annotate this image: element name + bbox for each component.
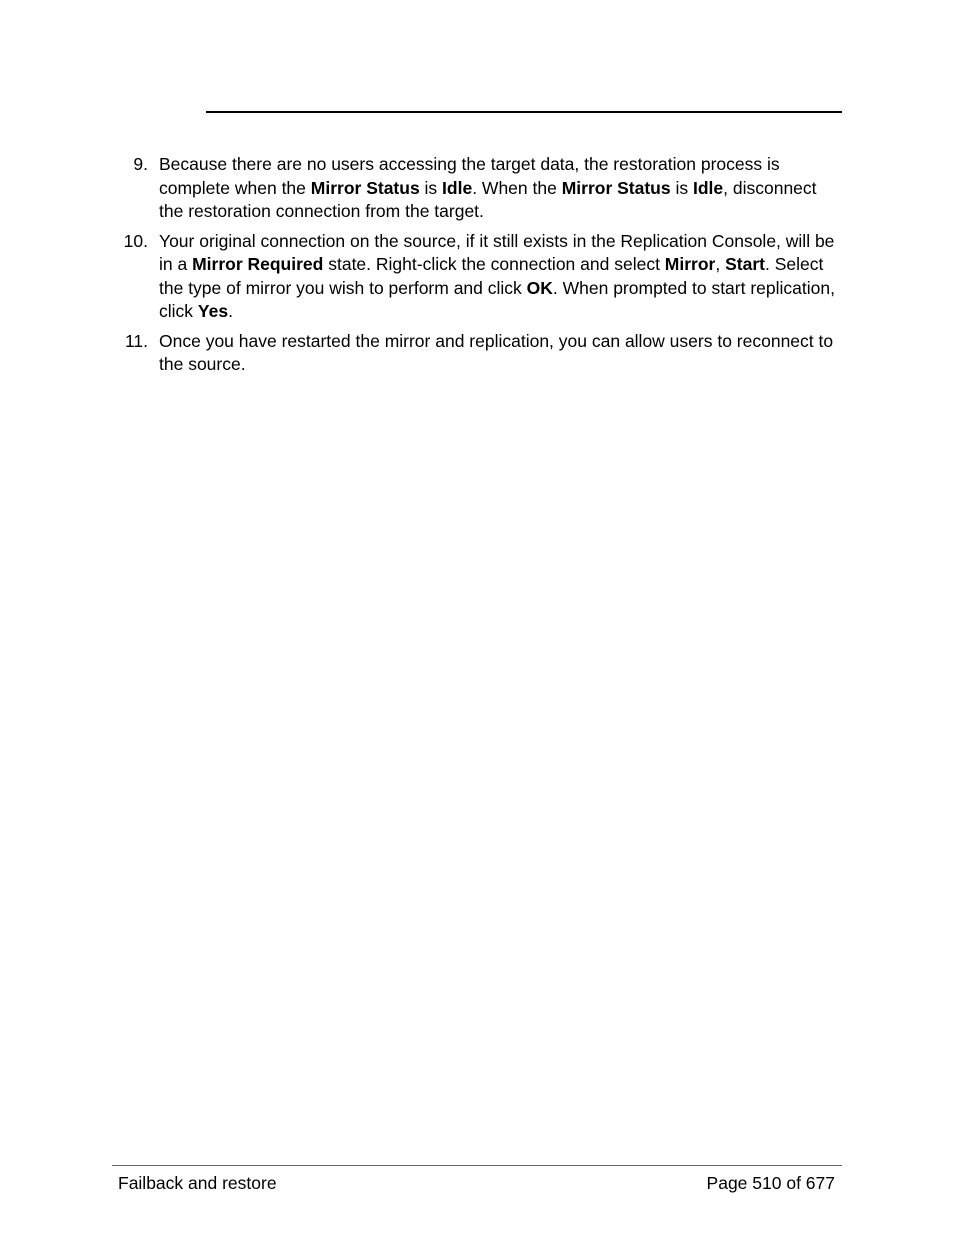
step-text: [159, 330, 839, 377]
footer-section-title: Failback and restore: [118, 1173, 277, 1193]
procedure-steps: [0, 153, 954, 383]
step-item: [0, 330, 954, 377]
header-rule: [206, 111, 842, 113]
step-text-run: , disconnect the restoration connection from the target.: [159, 177, 817, 221]
ui-term-start: Start: [725, 254, 765, 274]
step-text: [159, 153, 839, 224]
ui-term-ok: OK: [526, 277, 553, 298]
step-text-run: .: [228, 301, 233, 321]
footer-page-number: Page 510 of 677: [706, 1173, 835, 1193]
footer-rule: [112, 1165, 842, 1166]
ui-term-idle: Idle: [692, 177, 724, 198]
step-text-run: Because there are no users accessing the target data, the restoration process is complete when the: [159, 154, 780, 198]
step-text-run: Once you have restarted the mirror and replication, you can allow users to reconnect to the source.: [159, 330, 834, 374]
step-text-run: ,: [715, 254, 726, 274]
step-text-run: state. Right-click the connection and select: [323, 254, 665, 274]
step-text-run: . When prompted to start replication, click: [159, 277, 835, 321]
step-number: 11.: [124, 330, 148, 351]
step-item: [0, 230, 954, 324]
ui-term-mirror-required: Mirror Required: [192, 254, 324, 274]
step-item: [0, 153, 954, 224]
step-text-run: is: [670, 177, 693, 198]
ui-term-mirror-status: Mirror Status: [561, 177, 671, 198]
step-number: 10.: [123, 230, 148, 251]
step-text-run: . When the: [472, 177, 562, 198]
step-text: [159, 230, 839, 324]
ui-term-idle: Idle: [442, 177, 473, 198]
step-text-run: Your original connection on the source, if it still exists in the Replication Console, will be in a: [159, 230, 835, 274]
ui-term-mirror-status: Mirror Status: [310, 177, 420, 198]
step-text-run: is: [419, 177, 443, 198]
ui-term-mirror: Mirror: [664, 254, 716, 274]
step-number: 9.: [133, 154, 148, 174]
step-text-run: . Select the type of mirror you wish to perform and click: [159, 254, 824, 298]
ui-term-yes: Yes: [197, 301, 229, 321]
